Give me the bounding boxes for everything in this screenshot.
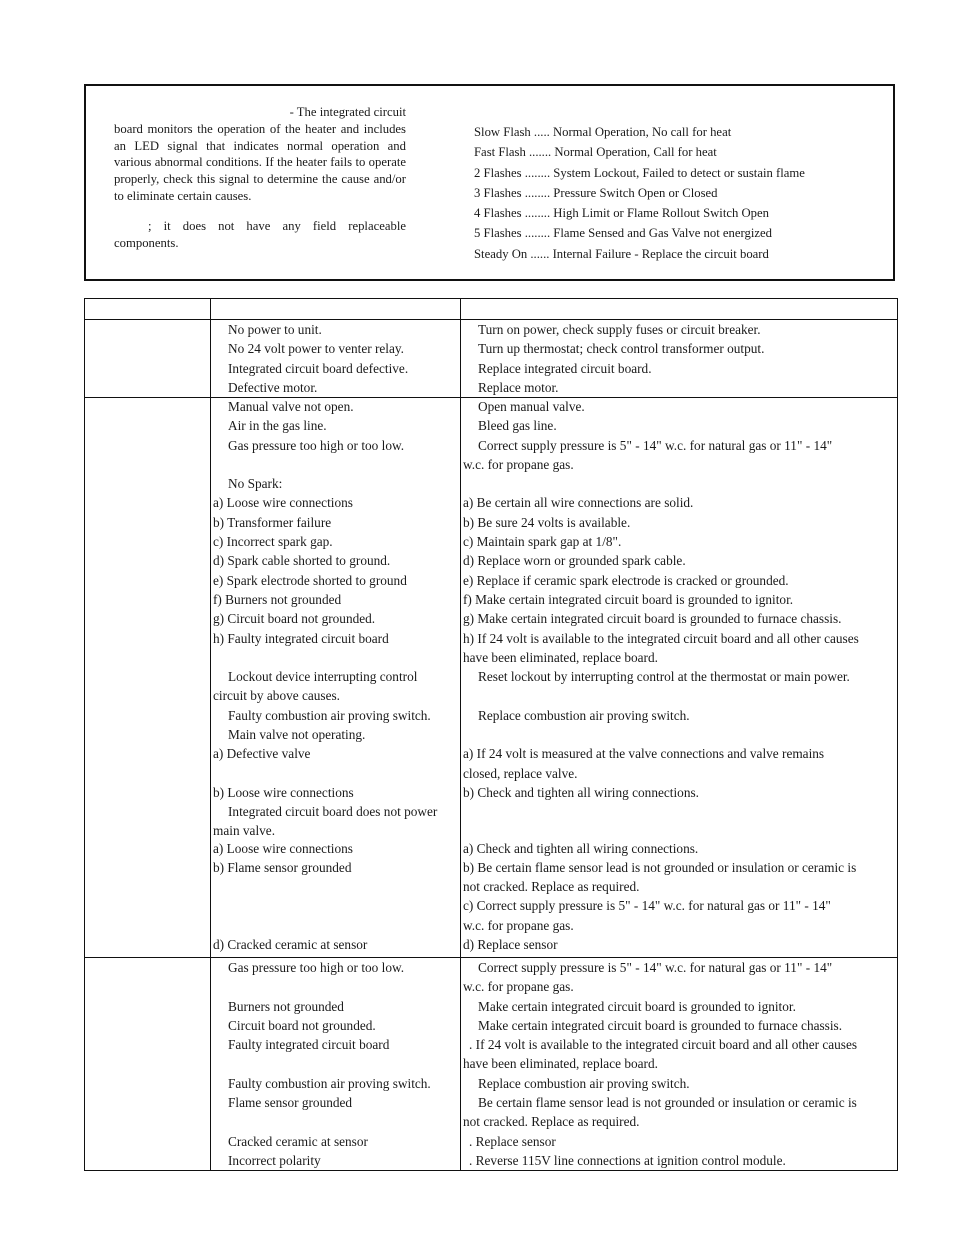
remedy-line: Turn on power, check supply fuses or circuit breaker. xyxy=(478,322,761,337)
led-code-item: Slow Flash ..... Normal Operation, No call for heat xyxy=(474,125,732,139)
cause-line: a) Loose wire connections xyxy=(213,840,353,856)
intro-lead: - The integrated circuit xyxy=(289,105,406,119)
section2-causes xyxy=(213,397,461,954)
remedy-line: Open manual valve. xyxy=(478,399,585,414)
cause-line: Lockout device interrupting control xyxy=(228,669,418,685)
blank-line xyxy=(213,1112,461,1131)
remedy-line: a) If 24 volt is measured at the valve connections and valve remains xyxy=(463,746,825,762)
remedy-line: . Replace sensor xyxy=(469,1133,556,1149)
blank-line xyxy=(213,877,461,896)
cause-line: d) Cracked ceramic at sensor xyxy=(213,937,368,953)
remedy-line: g) Make certain integrated circuit board is grounded to furnace chassis. xyxy=(463,611,842,627)
remedy-line: . If 24 volt is available to the integrated circuit board and all other causes xyxy=(469,1037,858,1053)
blank-line xyxy=(213,896,461,915)
cause-line: h) Faulty integrated circuit board xyxy=(213,630,389,646)
remedy-line: Replace motor. xyxy=(478,379,559,395)
cause-line: e) Spark electrode shorted to ground xyxy=(213,572,407,588)
cause-line: No Spark: xyxy=(228,476,283,492)
cause-line: Manual valve not open. xyxy=(228,399,354,414)
remedy-line: Correct supply pressure is 5" - 14" w.c. for natural gas or 11" - 14" xyxy=(478,960,833,975)
remedy-line: Make certain integrated circuit board is grounded to ignitor. xyxy=(478,998,796,1014)
cause-line: Burners not grounded xyxy=(228,998,344,1014)
blank-line xyxy=(213,455,461,474)
led-code-item: Fast Flash ....... Normal Operation, Call for heat xyxy=(474,145,717,160)
section3-causes xyxy=(213,958,461,1170)
remedy-line: Turn up thermostat; check control transformer output. xyxy=(478,341,765,357)
section1-causes xyxy=(213,320,461,397)
troubleshooting-table xyxy=(84,298,898,1171)
cause-line: Incorrect polarity xyxy=(228,1152,321,1168)
cause-line: b) Transformer failure xyxy=(213,514,332,530)
remedy-line: b) Be certain flame sensor lead is not grounded or insulation or ceramic is xyxy=(463,859,857,875)
cause-line: No power to unit. xyxy=(228,322,322,337)
cause-line: d) Spark cable shorted to ground. xyxy=(213,553,391,569)
remedy-line: . Reverse 115V line connections at ignition control module. xyxy=(469,1152,786,1168)
cause-line: Circuit board not grounded. xyxy=(228,1017,376,1033)
cause-line: Faulty integrated circuit board xyxy=(228,1037,390,1053)
remedy-line: Bleed gas line. xyxy=(478,418,557,434)
cause-line: Integrated circuit board does not power xyxy=(228,804,438,820)
blank-line xyxy=(463,802,895,821)
cause-line: g) Circuit board not grounded. xyxy=(213,611,376,627)
blank-line xyxy=(463,822,895,839)
blank-line xyxy=(463,686,895,705)
remedy-line: c) Correct supply pressure is 5" - 14" w.c. for natural gas or 11" - 14" xyxy=(463,898,831,914)
led-code-list xyxy=(474,122,805,264)
cause-line: Flame sensor grounded xyxy=(228,1095,353,1111)
blank-line xyxy=(213,648,461,667)
remedy-line: a) Check and tighten all wiring connections. xyxy=(463,840,699,856)
led-info-box xyxy=(84,84,895,281)
info-text xyxy=(114,104,406,251)
remedy-line: Reset lockout by interrupting control at the thermostat or main power. xyxy=(478,669,850,685)
cause-line: Main valve not operating. xyxy=(228,727,366,743)
cause-line: c) Incorrect spark gap. xyxy=(213,534,333,550)
remedy-line: have been eliminated, replace board. xyxy=(463,1056,658,1072)
cause-line: Gas pressure too high or too low. xyxy=(228,437,405,453)
cause-line: Integrated circuit board defective. xyxy=(228,360,409,376)
intro-paragraph xyxy=(114,104,406,205)
column-divider xyxy=(210,299,211,1170)
cause-line: a) Loose wire connections xyxy=(213,495,353,511)
remedy-line: w.c. for propane gas. xyxy=(463,456,574,472)
section2-remedies xyxy=(463,397,895,954)
remedy-line: not cracked. Replace as required. xyxy=(463,879,640,895)
note-paragraph: ; it does not have any field replaceable components. xyxy=(114,218,406,250)
blank-line xyxy=(463,474,895,493)
cause-line: No 24 volt power to venter relay. xyxy=(228,341,405,357)
cause-line: circuit by above causes. xyxy=(213,688,341,704)
remedy-line: not cracked. Replace as required. xyxy=(463,1114,640,1130)
remedy-line: c) Maintain spark gap at 1/8". xyxy=(463,534,622,550)
cause-line: b) Loose wire connections xyxy=(213,784,354,800)
remedy-line: f) Make certain integrated circuit board is grounded to ignitor. xyxy=(463,591,794,607)
cause-line: main valve. xyxy=(213,822,276,838)
remedy-line: Correct supply pressure is 5" - 14" w.c. for natural gas or 11" - 14" xyxy=(478,437,833,453)
remedy-line: a) Be certain all wire connections are solid. xyxy=(463,495,694,511)
cause-line: f) Burners not grounded xyxy=(213,591,342,607)
blank-line xyxy=(213,1054,461,1073)
led-code-item: 3 Flashes ........ Pressure Switch Open or Closed xyxy=(474,185,718,200)
cause-line: Defective motor. xyxy=(228,379,318,395)
remedy-line: h) If 24 volt is available to the integrated circuit board and all other causes xyxy=(463,630,859,646)
remedy-line: w.c. for propane gas. xyxy=(463,917,574,933)
remedy-line: d) Replace worn or grounded spark cable. xyxy=(463,553,686,569)
led-code-item: 4 Flashes ........ High Limit or Flame Rollout Switch Open xyxy=(474,206,769,221)
remedy-line: d) Replace sensor xyxy=(463,937,558,953)
cause-line: Faulty combustion air proving switch. xyxy=(228,1075,431,1091)
blank-line xyxy=(213,764,461,783)
intro-rest: board monitors the operation of the heater and includes an LED signal that indicates normal operation and various abnormal conditions. If the heater fails to operate properly, check this signal to determine the cause and/or to eliminate certain causes. xyxy=(114,121,406,203)
remedy-line: Replace integrated circuit board. xyxy=(478,360,652,376)
remedy-line: Replace combustion air proving switch. xyxy=(478,1075,690,1091)
blank-line xyxy=(213,977,461,996)
remedy-line: Replace combustion air proving switch. xyxy=(478,707,690,723)
cause-line: a) Defective valve xyxy=(213,746,311,762)
remedy-line: e) Replace if ceramic spark electrode is cracked or grounded. xyxy=(463,572,789,588)
cause-line: Faulty combustion air proving switch. xyxy=(228,707,431,723)
section1-remedies xyxy=(463,320,895,397)
blank-line xyxy=(463,725,895,744)
section3-remedies xyxy=(463,958,895,1170)
remedy-line: closed, replace valve. xyxy=(463,765,578,781)
remedy-line: w.c. for propane gas. xyxy=(463,979,574,995)
led-code-item: 2 Flashes ........ System Lockout, Failed to detect or sustain flame xyxy=(474,165,805,180)
cause-line: Air in the gas line. xyxy=(228,418,327,434)
cause-line: Gas pressure too high or too low. xyxy=(228,960,405,975)
remedy-line: b) Be sure 24 volts is available. xyxy=(463,514,631,530)
remedy-line: Make certain integrated circuit board is grounded to furnace chassis. xyxy=(478,1017,843,1033)
cause-line: b) Flame sensor grounded xyxy=(213,859,352,875)
led-code-item: Steady On ...... Internal Failure - Replace the circuit board xyxy=(474,246,769,261)
remedy-line: Be certain flame sensor lead is not grounded or insulation or ceramic is xyxy=(478,1095,857,1111)
remedy-line: have been eliminated, replace board. xyxy=(463,649,658,665)
led-code-item: 5 Flashes ........ Flame Sensed and Gas Valve not energized xyxy=(474,226,772,241)
cause-line: Cracked ceramic at sensor xyxy=(228,1133,368,1149)
blank-line xyxy=(213,916,461,935)
remedy-line: b) Check and tighten all wiring connections. xyxy=(463,784,699,800)
